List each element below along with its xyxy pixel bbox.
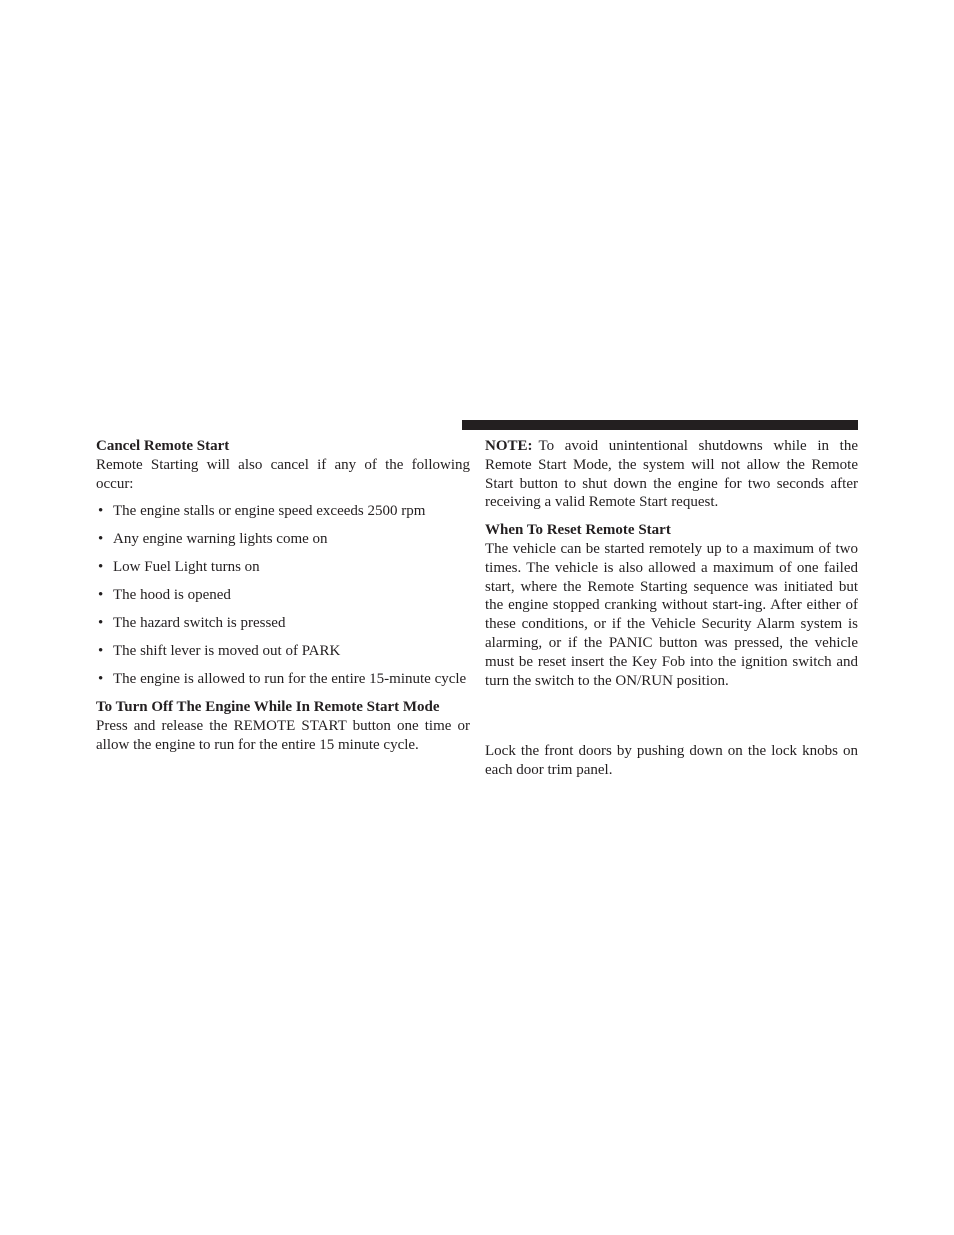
list-item (96, 642, 470, 661)
cancel-remote-start-heading: Cancel Remote Start (96, 438, 230, 454)
left-column (96, 437, 470, 755)
reset-remote-start-heading: When To Reset Remote Start (485, 522, 671, 539)
bullet-icon: • (98, 559, 104, 576)
note-label: NOTE: (485, 438, 533, 454)
right-column (485, 437, 858, 780)
section-header-bar (462, 420, 858, 430)
list-item-text: Any engine warning lights come on (113, 531, 328, 548)
list-item (96, 586, 470, 605)
list-item-text: The engine is allowed to run for the entire 15-minute cycle (113, 671, 467, 688)
turn-off-engine-heading: To Turn Off The Engine While In Remote Start Mode (96, 699, 440, 716)
list-item-text: The shift lever is moved out of PARK (113, 643, 341, 660)
list-item (96, 670, 470, 689)
list-item-text: The engine stalls or engine speed exceeds 2500 rpm (113, 503, 426, 520)
bullet-icon: • (98, 671, 104, 688)
list-item-text: The hood is opened (113, 587, 231, 604)
lock-doors-text: Lock the front doors by pushing down on the lock knobs on each door trim panel. (485, 743, 858, 779)
list-item (96, 558, 470, 577)
list-item (96, 614, 470, 633)
reset-remote-start-text: The vehicle can be started remotely up to a maximum of two times. The vehicle is also allowed a maximum of one failed start, where the Remote Starting sequence was initiated but the engine stopped cranking without start-ing. After either of these conditions, or if the Vehicle Security Alarm system is alarming, or if the PANIC button was pressed, the vehicle must be reset insert the Key Fob into the ignition switch and turn the switch to the ON/RUN position. (485, 540, 858, 689)
bullet-icon: • (98, 531, 104, 548)
cancel-intro-text: Remote Starting will also cancel if any of the following occur: (96, 456, 470, 492)
list-item (96, 502, 470, 521)
bullet-icon: • (98, 615, 104, 632)
bullet-icon: • (98, 503, 104, 520)
list-item-text: The hazard switch is pressed (113, 615, 286, 632)
cancel-conditions-list (96, 502, 470, 689)
bullet-icon: • (98, 643, 104, 660)
bullet-icon: • (98, 587, 104, 604)
note-text: To avoid unintentional shutdowns while in the Remote Start Mode, the system will not allow the Remote Start button to shut down the engine for two seconds after receiving a valid Remote Start request. (485, 438, 858, 511)
turn-off-engine-text: Press and release the REMOTE START button one time or allow the engine to run for the entire 15 minute cycle. (96, 718, 470, 753)
list-item-text: Low Fuel Light turns on (113, 559, 260, 576)
note-paragraph (485, 437, 858, 512)
list-item (96, 530, 470, 549)
